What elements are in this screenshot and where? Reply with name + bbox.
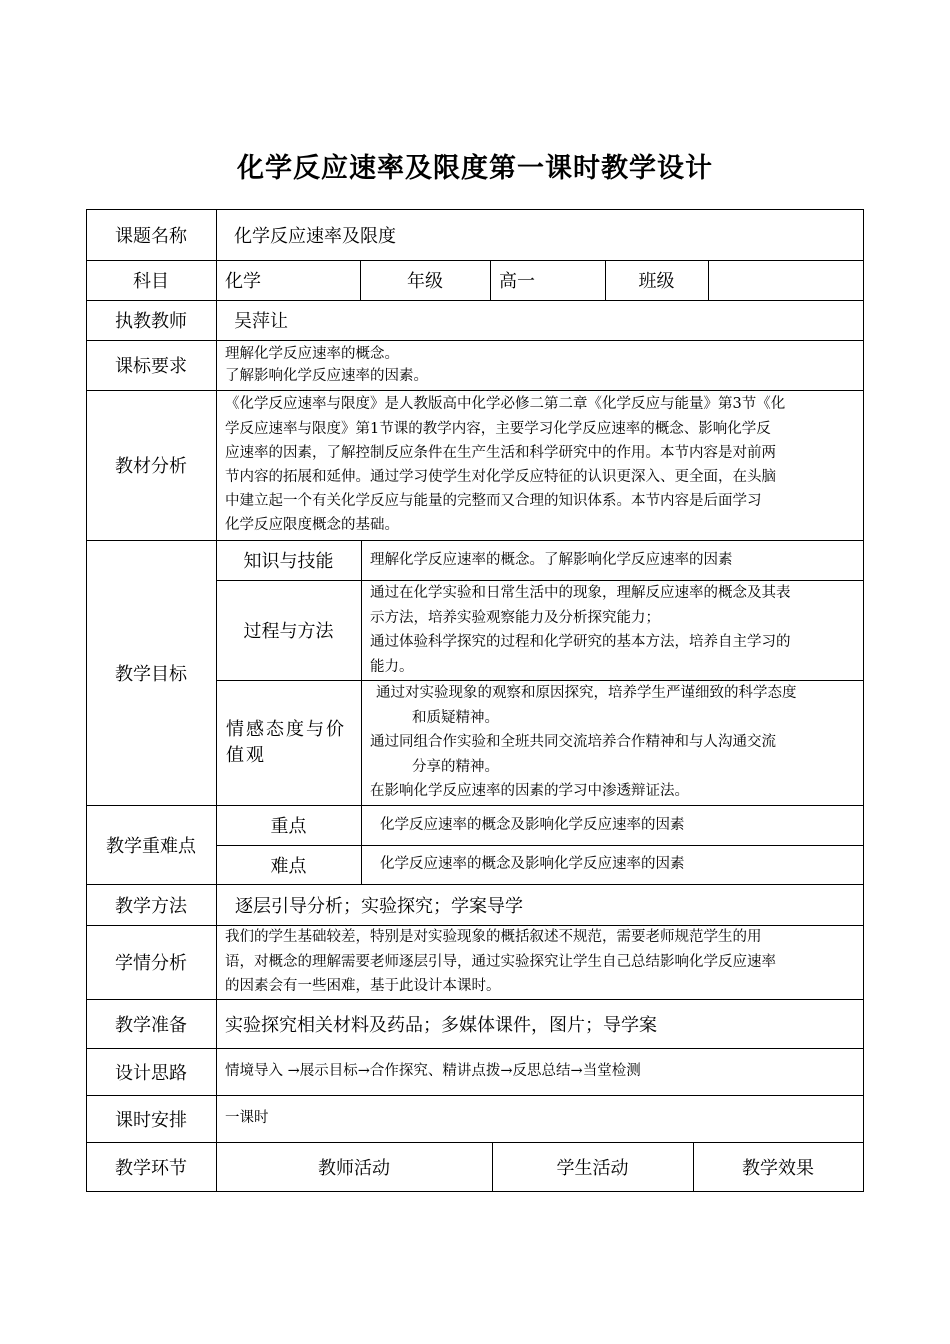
process-line: 能力。	[370, 658, 414, 675]
process-label: 过程与方法	[216, 580, 362, 681]
grade-value: 高一	[490, 260, 606, 301]
material-label: 教材分析	[86, 390, 217, 541]
material-line: 《化学反应速率与限度》是人教版高中化学必修二第二章《化学反应与能量》第3节《化	[225, 396, 786, 413]
process-line: 示方法，培养实验观察能力及分析探究能力；	[370, 609, 660, 626]
grade-label: 年级	[360, 260, 491, 301]
curriculum-line: 理解化学反应速率的概念。	[225, 346, 399, 362]
teaching-effect-header: 教学效果	[693, 1142, 864, 1192]
students-line: 的因素会有一些困难，基于此设计本课时。	[225, 978, 501, 995]
students-value	[216, 925, 864, 1000]
key-points-label: 教学重难点	[86, 805, 217, 885]
difficult-value: 化学反应速率的概念及影响化学反应速率的因素	[361, 845, 864, 885]
key-value: 化学反应速率的概念及影响化学反应速率的因素	[361, 805, 864, 846]
students-line: 我们的学生基础较差，特别是对实验现象的概括叙述不规范，需要老师规范学生的用	[225, 929, 762, 946]
subject-value: 化学	[216, 260, 361, 301]
emotion-line: 分享的精神。	[412, 758, 499, 775]
steps-label: 教学环节	[86, 1142, 217, 1192]
prep-value: 实验探究相关材料及药品；多媒体课件，图片；导学案	[216, 999, 864, 1049]
students-line: 语，对概念的理解需要老师逐层引导，通过实验探究让学生自己总结影响化学反应速率	[225, 953, 776, 970]
emotion-line: 和质疑精神。	[412, 709, 499, 726]
teacher-value: 吴萍让	[216, 300, 864, 341]
design-label: 设计思路	[86, 1048, 217, 1096]
emotion-label-text: 情感态度与价值观	[226, 718, 346, 766]
class-label: 班级	[605, 260, 709, 301]
difficult-label: 难点	[216, 845, 362, 885]
topic-value: 化学反应速率及限度	[216, 209, 864, 261]
page-title: 化学反应速率及限度第一课时教学设计	[237, 153, 713, 184]
curriculum-value	[216, 340, 864, 391]
emotion-line: 通过对实验现象的观察和原因探究，培养学生严谨细致的科学态度	[376, 685, 797, 702]
objectives-label: 教学目标	[86, 540, 217, 806]
emotion-label	[216, 680, 362, 806]
material-line: 学反应速率与限度》第1节课的教学内容，主要学习化学反应速率的概念、影响化学反	[225, 420, 771, 437]
students-label: 学情分析	[86, 925, 217, 1000]
teacher-activity-header: 教师活动	[216, 1142, 493, 1192]
knowledge-value: 理解化学反应速率的概念。了解影响化学反应速率的因素	[361, 540, 864, 581]
material-line: 化学反应限度概念的基础。	[225, 517, 399, 534]
hours-label: 课时安排	[86, 1095, 217, 1143]
material-line: 中建立起一个有关化学反应与能量的完整而又合理的知识体系。本节内容是后面学习	[225, 493, 762, 510]
design-value: 情境导入 →展示目标→合作探究、精讲点拨→反思总结→当堂检测	[216, 1048, 864, 1096]
prep-label: 教学准备	[86, 999, 217, 1049]
topic-label: 课题名称	[86, 209, 217, 261]
hours-value: 一课时	[216, 1095, 864, 1143]
class-value	[708, 260, 864, 301]
curriculum-line: 了解影响化学反应速率的因素。	[225, 368, 428, 384]
material-value	[216, 390, 864, 541]
teacher-label: 执教教师	[86, 300, 217, 341]
process-line: 通过在化学实验和日常生活中的现象，理解反应速率的概念及其表	[370, 585, 791, 601]
knowledge-label: 知识与技能	[216, 540, 362, 581]
student-activity-header: 学生活动	[492, 1142, 694, 1192]
method-value: 逐层引导分析；实验探究；学案导学	[216, 884, 864, 926]
curriculum-label: 课标要求	[86, 340, 217, 391]
subject-label: 科目	[86, 260, 217, 301]
material-line: 应速率的因素，了解控制反应条件在生产生活和科学研究中的作用。本节内容是对前两	[225, 444, 776, 461]
key-label: 重点	[216, 805, 362, 846]
material-line: 节内容的拓展和延伸。通过学习使学生对化学反应特征的认识更深入、更全面，在头脑	[225, 469, 776, 485]
process-line: 通过体验科学探究的过程和化学研究的基本方法，培养自主学习的	[370, 634, 791, 650]
emotion-line: 在影响化学反应速率的因素的学习中渗透辩证法。	[370, 783, 689, 800]
method-label: 教学方法	[86, 884, 217, 926]
process-value	[361, 580, 864, 681]
emotion-line: 通过同组合作实验和全班共同交流培养合作精神和与人沟通交流	[370, 734, 776, 751]
emotion-value	[361, 680, 864, 806]
